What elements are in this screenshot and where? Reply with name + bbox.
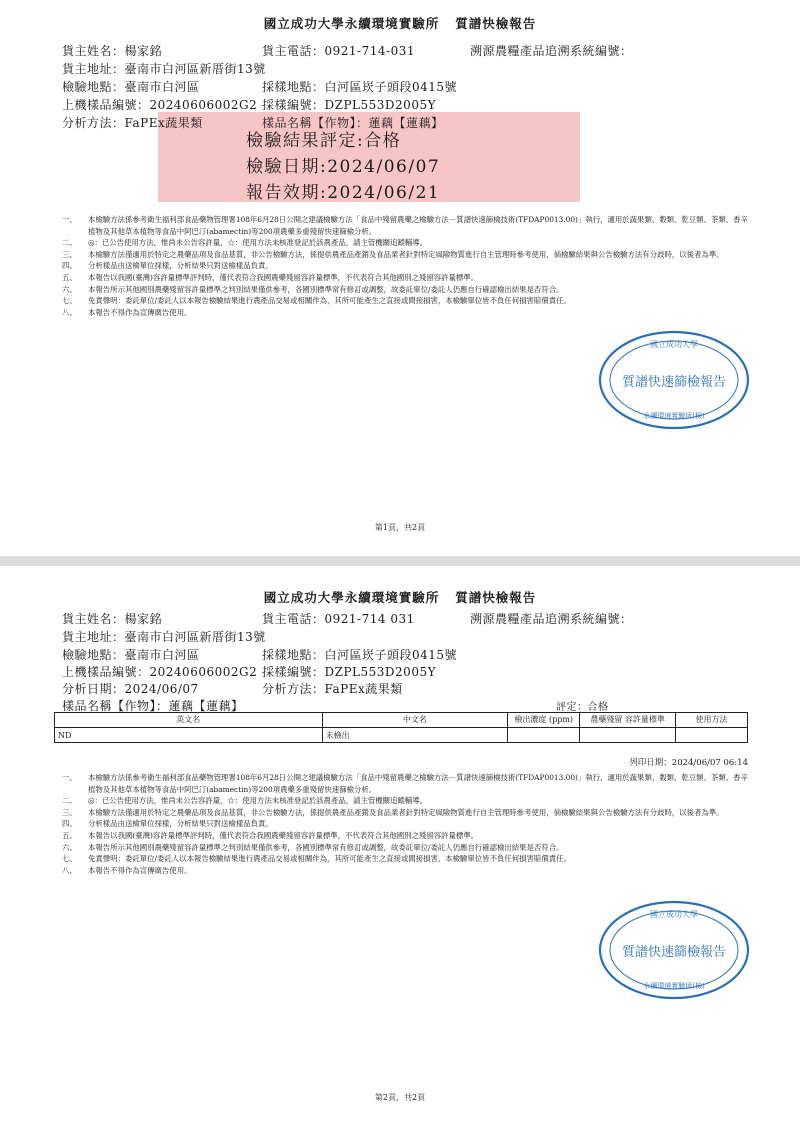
stamp-center-text: 質譜快速篩檢報告: [621, 375, 727, 390]
note-item: [62, 842, 752, 854]
note-number: 五、: [62, 830, 77, 840]
note-text: 本檢驗方法係參考衛生福利部食品藥物管理署108年6月28日公開之建議檢驗方法「食品中殘留農藥之檢驗方法－質譜快速篩檢技術(TFDAP0013.00)」執行，適用於蔬果類、穀類、乾豆類、茶類、香辛植物及其他草本植物等食品中阿巴汀(abamectin)等200項農藥多重殘留快速篩檢分析。: [88, 773, 748, 794]
note-text: 本報告以我國(臺灣)容許量標準評判時，僅代表符合我國農藥殘留容許量標準，不代表符合其他國別之殘留容許量標準。: [88, 272, 479, 282]
owner-name-row: 貨主姓名：楊家銘: [62, 612, 163, 626]
note-text: 本報告不得作為宣傳廣告使用。: [88, 865, 192, 875]
page-number: 第1頁，共2頁: [374, 523, 426, 532]
col-english-name: 英文名: [55, 713, 323, 728]
product-name-row: 樣品名稱【作物】：蓮藕【蓮藕】: [62, 699, 244, 713]
report-page-1: [0, 0, 800, 556]
note-text: ◎：已公告使用方法，惟尚未公告容許量，☆：使用方法未核准登記於該農產品，請主管機關追蹤輔導。: [88, 238, 428, 248]
note-number: 七、: [62, 296, 77, 306]
inspect-place-row: 檢驗地點：臺南市白河區: [62, 80, 200, 94]
note-text: 本報告不得作為宣傳廣告使用。: [88, 307, 192, 317]
stamp-center-text: 質譜快速篩檢報告: [621, 945, 727, 960]
note-number: 四、: [62, 261, 77, 271]
note-text: 本檢驗方法係參考衛生福利部食品藥物管理署108年6月28日公開之建議檢驗方法「食品中殘留農藥之檢驗方法－質譜快速篩檢技術(TFDAP0013.00)」執行，適用於蔬果類、穀類、乾豆類、茶類、香辛植物及其他草本植物等食品中阿巴汀(abamectin)等200項農藥多重殘留快速篩檢分析。: [88, 215, 748, 236]
inspection-date: 檢驗日期:2024/06/07: [246, 157, 441, 177]
note-item: [62, 853, 752, 865]
owner-phone-row: 貨主電話：0921-714 031: [262, 612, 415, 626]
note-item: [62, 818, 752, 830]
method-row: 分析方法：FaPEx蔬果類: [262, 682, 403, 696]
sample-place-row: 採樣地點：白河區崁子頭段0415號: [262, 648, 458, 662]
owner-address-row: 貨主地址：臺南市白河區新厝街13號: [62, 62, 266, 76]
result-verdict: 檢驗結果評定:合格: [246, 131, 402, 151]
report-title: 國立成功大學永續環境實驗所 質譜快檢報告: [263, 16, 537, 31]
note-item: [62, 260, 752, 272]
note-item: [62, 214, 752, 237]
cell-english-name: ND: [55, 728, 323, 743]
note-number: 四、: [62, 819, 77, 829]
note-number: 一、: [62, 215, 77, 224]
seal-stamp-icon: [596, 328, 752, 432]
analysis-date-row: 分析日期：2024/06/07: [62, 682, 199, 696]
seal-stamp-icon: [596, 898, 752, 1002]
note-text: 免責聲明：委託單位/委託人以本報告檢驗結果進行農產品交易或相關作為，其所可能產生之直接或間接損害，本檢驗單位皆不負任何損害賠償責任。: [88, 854, 571, 864]
method-row: 分析方法：FaPEx蔬果類: [62, 116, 203, 130]
note-text: 分析樣品由送檢單位採樣，分析結果只對送檢樣品負責。: [88, 261, 273, 271]
upload-number-row: 上機樣品編號：20240606002G2: [62, 665, 258, 679]
trace-number-row: 溯源農糧產品追溯系統編號：: [470, 612, 633, 626]
note-text: 本檢驗方法僅適用於特定之農藥品項及食品基質，非公告檢驗方法，係提供農產品產銷及食品業者針對特定風險物質進行自主管理時參考使用，倘檢驗結果與公告檢驗方法有分歧時，以後者為準。: [88, 249, 724, 259]
report-title: 國立成功大學永續環境實驗所 質譜快檢報告: [263, 590, 537, 605]
sample-number-row: 採樣編號：DZPL553D2005Y: [262, 665, 437, 679]
note-text: 免責聲明：委託單位/委託人以本報告檢驗結果進行農產品交易或相關作為，其所可能產生之直接或間接損害，本檢驗單位皆不負任何損害賠償責任。: [88, 296, 571, 306]
owner-name-row: 貨主姓名：楊家銘: [62, 44, 163, 58]
note-number: 一、: [62, 773, 77, 782]
note-number: 八、: [62, 307, 77, 317]
note-number: 二、: [62, 238, 77, 248]
note-text: ◎：已公告使用方法，惟尚未公告容許量，☆：使用方法未核准登記於該農產品，請主管機關追蹤輔導。: [88, 796, 428, 806]
owner-phone-row: 貨主電話：0921-714-031: [262, 44, 415, 58]
col-method: 使用方法: [676, 713, 748, 728]
col-concentration: 檢出濃度 (ppm): [508, 713, 580, 728]
stamp-bottom-text: 永續環境實驗所(檢): [643, 412, 705, 420]
note-text: 分析樣品由送檢單位採樣，分析結果只對送檢樣品負責。: [88, 819, 273, 829]
note-item: [62, 795, 752, 807]
notes-list: [62, 214, 752, 318]
table-row: [55, 728, 748, 743]
col-tolerance: 農藥殘留 容許量標準: [580, 713, 676, 728]
upload-number-row: 上機樣品編號：20240606002G2: [62, 98, 258, 112]
note-item: [62, 865, 752, 877]
cell-chinese-name: 未檢出: [322, 728, 508, 743]
note-item: [62, 284, 752, 296]
note-number: 三、: [62, 807, 77, 817]
note-number: 二、: [62, 796, 77, 806]
cell-tolerance: [580, 728, 676, 743]
note-item: [62, 272, 752, 284]
note-item: [62, 295, 752, 307]
note-number: 六、: [62, 842, 77, 852]
note-text: 本報告所示其他國別農藥殘留容許量標準之判別結果僅供參考，各國別標準常有修訂或調整，故委託單位/委託人仍應自行確認檢出結果是否符合。: [88, 284, 564, 294]
note-text: 本報告所示其他國別農藥殘留容許量標準之判別結果僅供參考，各國別標準常有修訂或調整，故委託單位/委託人仍應自行確認檢出結果是否符合。: [88, 842, 564, 852]
table-header-row: [55, 713, 748, 728]
note-item: [62, 772, 752, 795]
cell-concentration: [508, 728, 580, 743]
note-item: [62, 830, 752, 842]
note-number: 六、: [62, 284, 77, 294]
product-name-row: 樣品名稱【作物】：蓮藕【蓮藕】: [262, 116, 444, 130]
owner-address-row: 貨主地址：臺南市白河區新厝街13號: [62, 630, 266, 644]
stamp-bottom-text: 永續環境實驗所(檢): [643, 982, 705, 990]
note-item: [62, 249, 752, 261]
note-number: 五、: [62, 272, 77, 282]
sample-number-row: 採樣編號：DZPL553D2005Y: [262, 98, 437, 112]
note-number: 八、: [62, 865, 77, 875]
note-text: 本報告以我國(臺灣)容許量標準評判時，僅代表符合我國農藥殘留容許量標準，不代表符合其他國別之殘留容許量標準。: [88, 830, 479, 840]
inspect-place-row: 檢驗地點：臺南市白河區: [62, 648, 200, 662]
note-item: [62, 307, 752, 319]
note-text: 本檢驗方法僅適用於特定之農藥品項及食品基質，非公告檢驗方法，係提供農產品產銷及食品業者針對特定風險物質進行自主管理時參考使用，倘檢驗結果與公告檢驗方法有分歧時，以後者為準。: [88, 807, 724, 817]
cell-method: [676, 728, 748, 743]
stamp-top-text: 國立成功大學: [650, 340, 698, 349]
sample-place-row: 採樣地點：白河區崁子頭段0415號: [262, 80, 458, 94]
stamp-top-text: 國立成功大學: [650, 910, 698, 919]
notes-list: [62, 772, 752, 876]
verdict-row: 評定：合格: [556, 702, 609, 713]
col-chinese-name: 中文名: [322, 713, 508, 728]
note-item: [62, 237, 752, 249]
trace-number-row: 溯源農糧產品追溯系統編號：: [470, 44, 633, 58]
results-table: [54, 712, 748, 743]
report-page-2: [0, 566, 800, 1130]
page-number: 第2頁，共2頁: [374, 1093, 426, 1102]
note-item: [62, 807, 752, 819]
print-date: 列印日期：2024/06/07 06:14: [629, 758, 748, 768]
report-validity: 報告效期:2024/06/21: [246, 183, 441, 203]
note-number: 七、: [62, 854, 77, 864]
note-number: 三、: [62, 249, 77, 259]
